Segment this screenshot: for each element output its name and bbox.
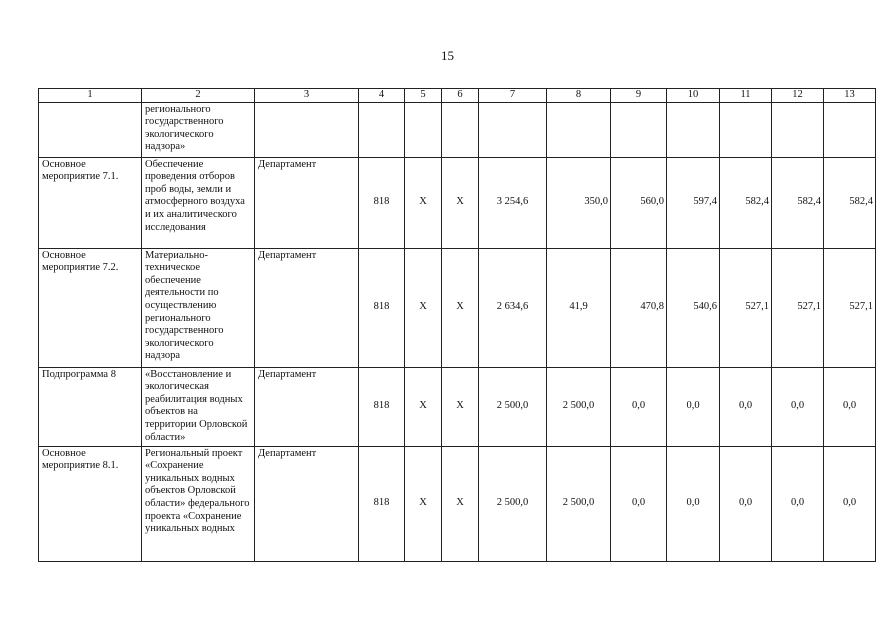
value-cell: 527,1 xyxy=(772,248,824,367)
measure-code-cell: Подпрограмма 8 xyxy=(39,367,142,446)
value-cell: 540,6 xyxy=(667,248,720,367)
value-cell: 2 500,0 xyxy=(547,446,611,561)
header-cell: 7 xyxy=(479,89,547,103)
value-cell: 2 500,0 xyxy=(547,367,611,446)
header-cell: 2 xyxy=(142,89,255,103)
value-cell: 582,4 xyxy=(772,157,824,248)
value-cell: X xyxy=(442,446,479,561)
value-cell: 2 500,0 xyxy=(479,446,547,561)
value-cell: 0,0 xyxy=(720,367,772,446)
value-cell: 0,0 xyxy=(667,446,720,561)
executor-cell: Департамент xyxy=(255,157,359,248)
value-cell: 0,0 xyxy=(720,446,772,561)
measure-code-cell xyxy=(39,102,142,157)
value-cell xyxy=(359,102,405,157)
budget-table xyxy=(38,88,876,562)
value-cell: 2 634,6 xyxy=(479,248,547,367)
measure-name-cell: Материально-техническое обеспечение деятельности по осуществлению регионального государственного экологического надзора xyxy=(142,248,255,367)
value-cell: 818 xyxy=(359,446,405,561)
value-cell: X xyxy=(405,157,442,248)
value-cell: 818 xyxy=(359,248,405,367)
executor-cell xyxy=(255,102,359,157)
page-number: 15 xyxy=(441,48,454,63)
value-cell xyxy=(442,102,479,157)
value-cell: X xyxy=(442,367,479,446)
value-cell: 0,0 xyxy=(824,367,876,446)
value-cell: 527,1 xyxy=(720,248,772,367)
measure-code-cell: Основное мероприятие 7.2. xyxy=(39,248,142,367)
value-cell xyxy=(720,102,772,157)
value-cell: X xyxy=(442,157,479,248)
header-cell: 12 xyxy=(772,89,824,103)
value-cell: 0,0 xyxy=(667,367,720,446)
value-cell: X xyxy=(405,367,442,446)
table-row xyxy=(39,367,876,446)
value-cell: X xyxy=(442,248,479,367)
header-cell: 8 xyxy=(547,89,611,103)
table-row xyxy=(39,248,876,367)
executor-cell: Департамент xyxy=(255,446,359,561)
measure-name-cell: Обеспечение проведения отборов проб воды, земли и атмосферного воздуха и их аналитического исследования xyxy=(142,157,255,248)
value-cell: 818 xyxy=(359,367,405,446)
header-cell: 6 xyxy=(442,89,479,103)
value-cell: 597,4 xyxy=(667,157,720,248)
header-cell: 3 xyxy=(255,89,359,103)
value-cell: 0,0 xyxy=(772,446,824,561)
table-row xyxy=(39,446,876,561)
value-cell: 0,0 xyxy=(824,446,876,561)
value-cell: 582,4 xyxy=(720,157,772,248)
measure-name-cell: Региональный проект «Сохранение уникальных водных объектов Орловской области» федерального проекта «Сохранение уникальных водных xyxy=(142,446,255,561)
measure-name-cell: «Восстановление и экологическая реабилитация водных объектов на территории Орловской области» xyxy=(142,367,255,446)
value-cell xyxy=(405,102,442,157)
value-cell: X xyxy=(405,248,442,367)
value-cell: 41,9 xyxy=(547,248,611,367)
executor-cell: Департамент xyxy=(255,367,359,446)
value-cell: 0,0 xyxy=(611,367,667,446)
header-cell: 4 xyxy=(359,89,405,103)
executor-cell: Департамент xyxy=(255,248,359,367)
value-cell: 350,0 xyxy=(547,157,611,248)
header-cell: 9 xyxy=(611,89,667,103)
table-row xyxy=(39,102,876,157)
value-cell xyxy=(824,102,876,157)
value-cell xyxy=(772,102,824,157)
value-cell: 2 500,0 xyxy=(479,367,547,446)
header-cell: 5 xyxy=(405,89,442,103)
value-cell: 0,0 xyxy=(772,367,824,446)
header-cell: 11 xyxy=(720,89,772,103)
value-cell: 560,0 xyxy=(611,157,667,248)
measure-code-cell: Основное мероприятие 8.1. xyxy=(39,446,142,561)
header-cell: 10 xyxy=(667,89,720,103)
table-row xyxy=(39,157,876,248)
value-cell: 470,8 xyxy=(611,248,667,367)
measure-code-cell: Основное мероприятие 7.1. xyxy=(39,157,142,248)
value-cell: 3 254,6 xyxy=(479,157,547,248)
value-cell: 527,1 xyxy=(824,248,876,367)
header-row xyxy=(39,89,876,103)
value-cell xyxy=(667,102,720,157)
header-cell: 13 xyxy=(824,89,876,103)
value-cell: 582,4 xyxy=(824,157,876,248)
value-cell: X xyxy=(405,446,442,561)
measure-name-cell: регионального государственного экологического надзора» xyxy=(142,102,255,157)
value-cell xyxy=(611,102,667,157)
value-cell: 818 xyxy=(359,157,405,248)
value-cell: 0,0 xyxy=(611,446,667,561)
value-cell xyxy=(479,102,547,157)
value-cell xyxy=(547,102,611,157)
header-cell: 1 xyxy=(39,89,142,103)
